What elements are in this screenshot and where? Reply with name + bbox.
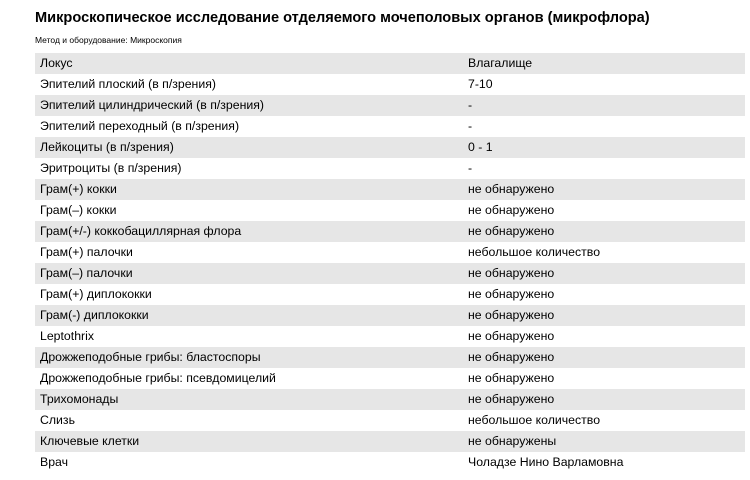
table-row (35, 368, 745, 389)
row-label: Трихомонады (35, 389, 463, 410)
row-value: небольшое количество (463, 410, 745, 431)
row-label: Leptothrix (35, 326, 463, 347)
row-label: Эритроциты (в п/зрения) (35, 158, 463, 179)
table-row (35, 74, 745, 95)
row-value: 7-10 (463, 74, 745, 95)
row-value: 0 - 1 (463, 137, 745, 158)
row-value: не обнаружено (463, 179, 745, 200)
row-value: не обнаружено (463, 305, 745, 326)
row-value: - (463, 116, 745, 137)
table-row (35, 347, 745, 368)
row-label: Локус (35, 53, 463, 74)
row-value: небольшое количество (463, 242, 745, 263)
table-row (35, 158, 745, 179)
doctor-name: Чоладзе Нино Варламовна (463, 452, 745, 473)
table-row (35, 116, 745, 137)
row-label: Эпителий переходный (в п/зрения) (35, 116, 463, 137)
table-row (35, 305, 745, 326)
row-value: не обнаружено (463, 221, 745, 242)
row-value: не обнаружено (463, 263, 745, 284)
row-label: Дрожжеподобные грибы: бластоспоры (35, 347, 463, 368)
results-table (35, 53, 745, 473)
method-value: Микроскопия (130, 35, 182, 45)
row-value: не обнаружено (463, 200, 745, 221)
row-value: не обнаружено (463, 347, 745, 368)
table-row (35, 179, 745, 200)
row-value: - (463, 158, 745, 179)
results-table-body (35, 53, 745, 473)
section-title: Микроскопическое исследование отделяемого мочеполовых органов (микрофлора) (35, 10, 650, 26)
row-value: не обнаружено (463, 368, 745, 389)
row-label: Слизь (35, 410, 463, 431)
table-row (35, 326, 745, 347)
row-label: Лейкоциты (в п/зрения) (35, 137, 463, 158)
table-row (35, 221, 745, 242)
row-label: Грам(-) диплококки (35, 305, 463, 326)
table-row (35, 95, 745, 116)
row-value: не обнаружено (463, 284, 745, 305)
table-row (35, 431, 745, 452)
method-line (35, 35, 182, 45)
row-label: Дрожжеподобные грибы: псевдомицелий (35, 368, 463, 389)
row-value: не обнаружено (463, 326, 745, 347)
row-label: Эпителий цилиндрический (в п/зрения) (35, 95, 463, 116)
doctor-row (35, 452, 745, 473)
row-label: Грам(–) кокки (35, 200, 463, 221)
row-label: Грам(+) палочки (35, 242, 463, 263)
table-row (35, 389, 745, 410)
table-row (35, 284, 745, 305)
row-label: Ключевые клетки (35, 431, 463, 452)
row-label: Грам(+) кокки (35, 179, 463, 200)
doctor-label: Врач (35, 452, 463, 473)
row-value: Влагалище (463, 53, 745, 74)
table-row (35, 200, 745, 221)
row-value: не обнаружено (463, 389, 745, 410)
row-value: не обнаружены (463, 431, 745, 452)
table-row (35, 53, 745, 74)
row-label: Грам(+/-) коккобациллярная флора (35, 221, 463, 242)
table-row (35, 263, 745, 284)
row-value: - (463, 95, 745, 116)
method-label: Метод и оборудование: (35, 35, 128, 45)
row-label: Эпителий плоский (в п/зрения) (35, 74, 463, 95)
row-label: Грам(+) диплококки (35, 284, 463, 305)
table-row (35, 242, 745, 263)
table-row (35, 137, 745, 158)
row-label: Грам(–) палочки (35, 263, 463, 284)
table-row (35, 410, 745, 431)
